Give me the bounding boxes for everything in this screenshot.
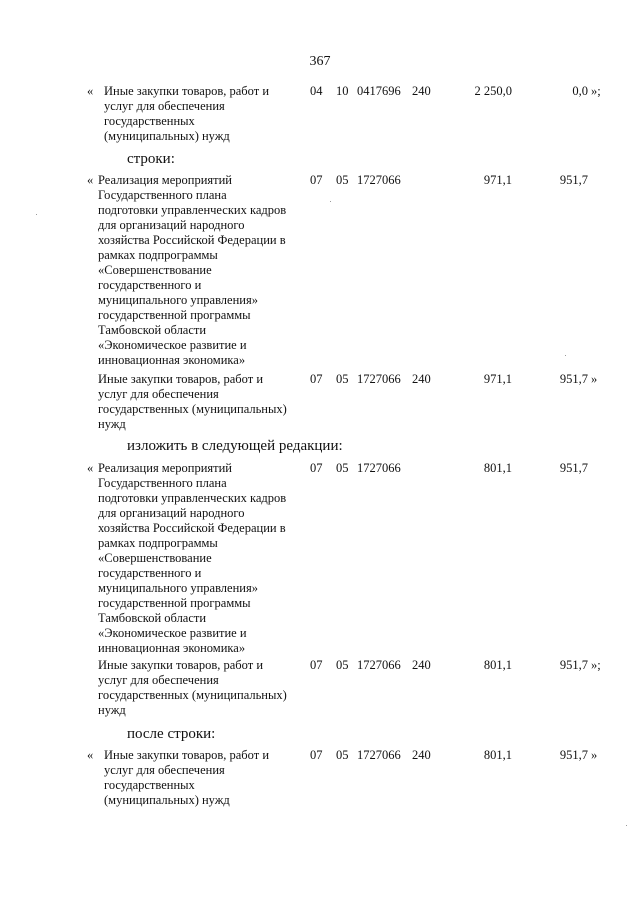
scan-speck: [565, 355, 566, 356]
row-description: Реализация мероприятий Государственного плана подготовки управленческих кадров для организаций народного хозяйства Российской Федерации в рамках подпрограммы «Совершенствование государственного и муниципального управления» государственной программы Тамбовской области «Экономическое развитие и инновационная экономика»: [98, 461, 287, 655]
amount-second-year: 951,7: [559, 173, 588, 187]
section-heading-new-edition: изложить в следующей редакции:: [127, 438, 343, 454]
row-description: Иные закупки товаров, работ и услуг для обеспечения государственных (муниципальных) нужд: [98, 372, 287, 431]
expense-type-code: 240: [412, 748, 431, 762]
expense-type-code: 240: [412, 84, 431, 98]
podrazdel-code: 05: [336, 173, 349, 187]
section-heading-strings: строки:: [127, 151, 175, 167]
razdel-code: 07: [310, 748, 323, 762]
razdel-code: 07: [310, 461, 323, 475]
podrazdel-code: 05: [336, 372, 349, 386]
amount-second-year: 0,0: [572, 84, 588, 98]
amount-first-year: 2 250,0: [474, 84, 512, 98]
target-article-code: 1727066: [357, 748, 401, 762]
amount-second-year: 951,7: [559, 372, 588, 386]
podrazdel-code: 05: [336, 748, 349, 762]
amount-second-year: 951,7: [559, 748, 588, 762]
razdel-code: 07: [310, 372, 323, 386]
scan-speck: [626, 825, 627, 826]
razdel-code: 07: [310, 173, 323, 187]
closing-quote: »;: [591, 84, 601, 98]
expense-type-code: 240: [412, 658, 431, 672]
expense-type-code: 240: [412, 372, 431, 386]
amount-second-year: 951,7: [559, 658, 588, 672]
target-article-code: 1727066: [357, 372, 401, 386]
closing-quote: »: [591, 748, 598, 762]
amount-first-year: 971,1: [483, 173, 512, 187]
opening-quote: «: [87, 84, 94, 98]
row-description: Реализация мероприятий Государственного плана подготовки управленческих кадров для организаций народного хозяйства Российской Федерации в рамках подпрограммы «Совершенствование государственного и муниципального управления» государственной программы Тамбовской области «Экономическое развитие и инновационная экономика»: [98, 173, 287, 367]
target-article-code: 1727066: [357, 658, 401, 672]
row-description: Иные закупки товаров, работ и услуг для обеспечения государственных (муниципальных) нужд: [104, 84, 270, 143]
closing-quote: »: [591, 372, 598, 386]
amount-second-year: 951,7: [559, 461, 588, 475]
razdel-code: 07: [310, 658, 323, 672]
section-heading-after-string: после строки:: [127, 726, 216, 742]
opening-quote: «: [87, 173, 94, 187]
amount-first-year: 971,1: [483, 372, 512, 386]
podrazdel-code: 05: [336, 461, 349, 475]
amount-first-year: 801,1: [483, 461, 512, 475]
opening-quote: «: [87, 461, 94, 475]
podrazdel-code: 05: [336, 658, 349, 672]
podrazdel-code: 10: [336, 84, 349, 98]
target-article-code: 1727066: [357, 173, 401, 187]
row-description: Иные закупки товаров, работ и услуг для обеспечения государственных (муниципальных) нужд: [104, 748, 270, 807]
opening-quote: «: [87, 748, 94, 762]
closing-quote: »;: [591, 658, 601, 672]
scan-speck: [36, 214, 37, 215]
razdel-code: 04: [310, 84, 323, 98]
target-article-code: 0417696: [357, 84, 401, 98]
target-article-code: 1727066: [357, 461, 401, 475]
amount-first-year: 801,1: [483, 748, 512, 762]
scan-speck: [330, 201, 331, 202]
row-description: Иные закупки товаров, работ и услуг для обеспечения государственных (муниципальных) нужд: [98, 658, 287, 717]
amount-first-year: 801,1: [483, 658, 512, 672]
page-number: 367: [309, 54, 331, 69]
